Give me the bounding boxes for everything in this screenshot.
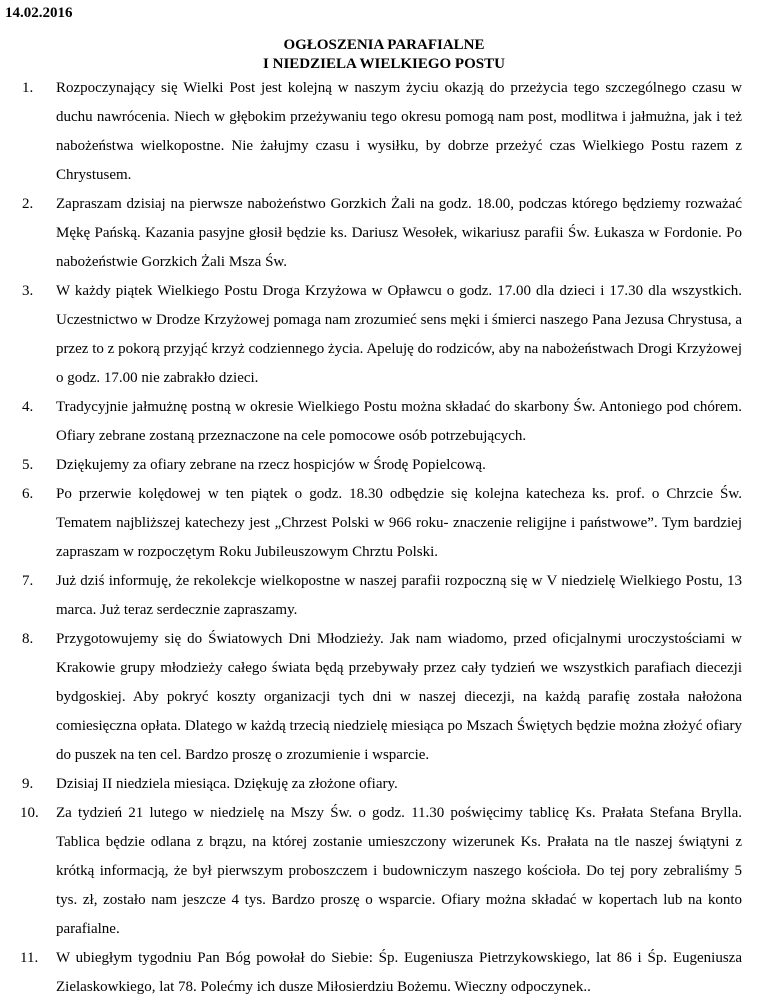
item-text: Po przerwie kolędowej w ten piątek o godz. 18.30 odbędzie się kolejna katecheza ks. prof. o Chrzcie Św. Tematem najbliższej katechezy jest „Chrzest Polski w 966 roku- znaczenie religijne i państwowe”. Tym bardziej zapraszam w rozpoczętym Roku Jubileuszowym Chrztu Polski. [56, 486, 742, 560]
item-number: 6. [22, 486, 34, 502]
document-title: OGŁOSZENIA PARAFIALNE [283, 37, 485, 53]
list-item [0, 770, 768, 799]
item-number: 5. [22, 457, 34, 473]
document-subtitle: I NIEDZIELA WIELKIEGO POSTU [263, 56, 505, 72]
item-text: Dzisiaj II niedziela miesiąca. Dziękuję za złożone ofiary. [56, 776, 398, 792]
item-number: 1. [22, 80, 34, 96]
item-text: Już dziś informuję, że rekolekcje wielkopostne w naszej parafii rozpoczną się w V niedzielę Wielkiego Postu, 13 marca. Już teraz serdecznie zapraszamy. [56, 573, 742, 618]
item-text: Przygotowujemy się do Światowych Dni Młodzieży. Jak nam wiadomo, przed oficjalnymi uroczystościami w Krakowie grupy młodzieży całego świata będą przebywały przez cały tydzień we wszystkich parafiach diecezji bydgoskiej. Aby pokryć koszty organizacji tych dni w naszej diecezji, na każdą parafię została nałożona comiesięczna opłata. Dlatego w każdą trzecią niedzielę miesiąca po Mszach Świętych będzie można złożyć ofiary do puszek na ten cel. Bardzo proszę o zrozumienie i wsparcie. [56, 631, 742, 763]
item-text: Dziękujemy za ofiary zebrane na rzecz hospicjów w Środę Popielcową. [56, 457, 486, 473]
list-item [0, 451, 768, 480]
item-text: Za tydzień 21 lutego w niedzielę na Mszy Św. o godz. 11.30 poświęcimy tablicę Ks. Prałata Stefana Brylla. Tablica będzie odlana z brązu, na której zostanie umieszczony wizerunek Ks. Prałata na tle naszej świątyni z krótką informacją, że był pierwszym proboszczem i budowniczym naszego kościoła. Do tej pory zebraliśmy 5 tys. zł, zostało nam jeszcze 4 tys. Bardzo proszę o wsparcie. Ofiary można składać w kopertach lub na konto parafialne. [56, 805, 742, 937]
item-number: 2. [22, 196, 34, 212]
item-text: Zapraszam dzisiaj na pierwsze nabożeństwo Gorzkich Żali na godz. 18.00, podczas którego będziemy rozważać Mękę Pańską. Kazania pasyjne głosił będzie ks. Dariusz Wesołek, wikariusz parafii Św. Łukasza w Fordonie. Po nabożeństwie Gorzkich Żali Msza Św. [56, 196, 742, 270]
list-item [0, 625, 768, 770]
announcements-list [0, 74, 768, 1002]
document-date: 14.02.2016 [5, 5, 73, 21]
item-number: 9. [22, 776, 34, 792]
list-item [0, 393, 768, 451]
item-text: W ubiegłym tygodniu Pan Bóg powołał do Siebie: Śp. Eugeniusza Pietrzykowskiego, lat 86 i Śp. Eugeniusza Zielaskowkiego, lat 78. Polećmy ich dusze Miłosierdziu Bożemu. Wieczny odpoczynek.. [56, 950, 742, 995]
list-item [0, 944, 768, 1002]
list-item [0, 480, 768, 567]
item-number: 8. [22, 631, 34, 647]
item-text: Tradycyjnie jałmużnę postną w okresie Wielkiego Postu można składać do skarbony Św. Antoniego pod chórem. Ofiary zebrane zostaną przeznaczone na cele pomocowe osób potrzebujących. [56, 399, 742, 444]
list-item [0, 277, 768, 393]
item-number: 10. [20, 805, 39, 821]
item-number: 11. [20, 950, 39, 966]
list-item [0, 567, 768, 625]
list-item [0, 190, 768, 277]
item-number: 7. [22, 573, 34, 589]
item-number: 4. [22, 399, 34, 415]
list-item [0, 799, 768, 944]
item-text: W każdy piątek Wielkiego Postu Droga Krzyżowa w Opławcu o godz. 17.00 dla dzieci i 17.30 dla wszystkich. Uczestnictwo w Drodze Krzyżowej pomaga nam zrozumieć sens męki i śmierci naszego Pana Jezusa Chrystusa, a przez to z pokorą przyjąć krzyż codziennego życia. Apeluję do rodziców, aby na nabożeństwach Drogi Krzyżowej o godz. 17.00 nie zabrakło dzieci. [56, 283, 742, 386]
list-item [0, 74, 768, 190]
item-number: 3. [22, 283, 34, 299]
item-text: Rozpoczynający się Wielki Post jest kolejną w naszym życiu okazją do przeżycia tego szczególnego czasu w duchu nawrócenia. Niech w głębokim przeżywaniu tego okresu pomogą nam post, modlitwa i jałmużna, jak i też nabożeństwa wielkopostne. Nie żałujmy czasu i wysiłku, by dobrze przeżyć czas Wielkiego Postu razem z Chrystusem. [56, 80, 742, 183]
